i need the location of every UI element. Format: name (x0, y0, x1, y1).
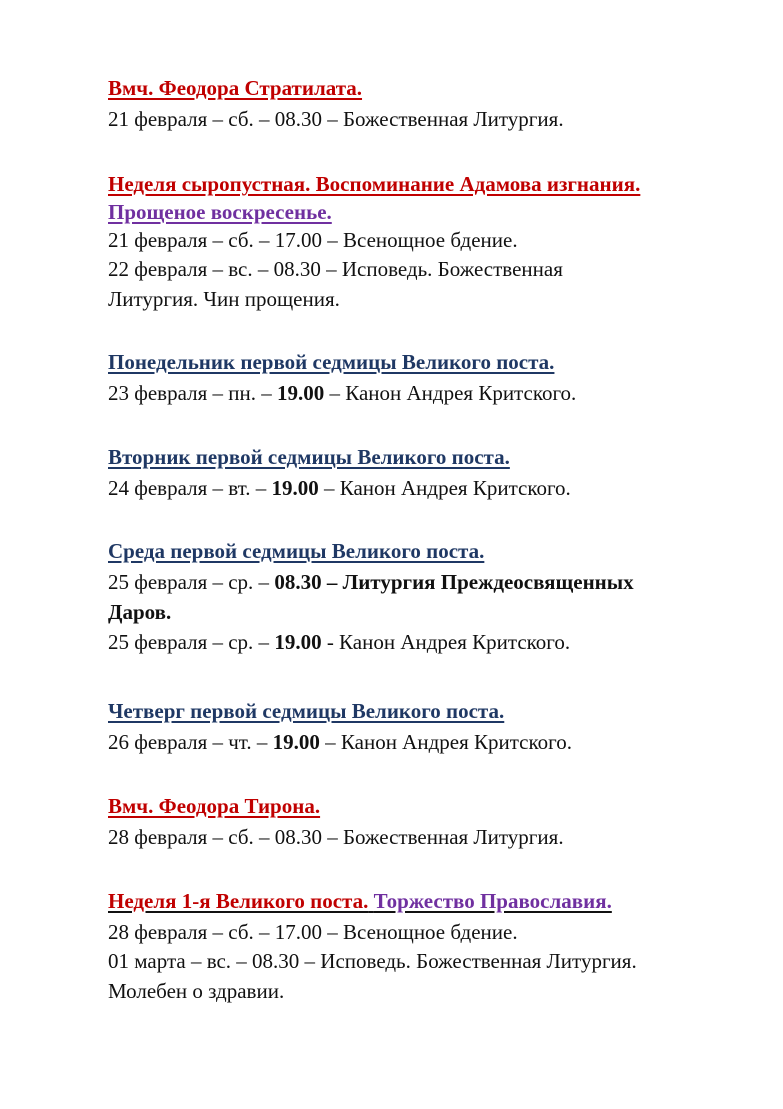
section-heading: Вторник первой седмицы Великого поста. (108, 445, 510, 469)
section-first-sunday-great-lent (108, 887, 637, 1007)
service-name: – Канон Андрея Критского. (319, 730, 572, 754)
service-line: 22 февраля – вс. – 08.30 – Исповедь. Божественная (108, 257, 563, 281)
service-time: 19.00 (276, 381, 325, 405)
service-date: 26 февраля – чт. – (108, 730, 273, 754)
service-time: 19.00 (272, 730, 320, 754)
service-line (108, 379, 576, 408)
section-tuesday-first-week (108, 443, 571, 503)
service-line (108, 568, 634, 597)
service-line: 28 февраля – сб. – 08.30 – Божественная Литургия. (108, 825, 564, 849)
service-date: 25 февраля – ср. – (108, 630, 275, 654)
service-date: 23 февраля – пн. – (108, 381, 277, 405)
service-line (108, 628, 634, 657)
section-heading-part: Неделя 1-я Великого поста. (108, 889, 369, 913)
section-heading: Понедельник первой седмицы Великого поста. (108, 350, 555, 374)
service-name: – Канон Андрея Критского. (324, 381, 577, 405)
service-name: - Канон Андрея Критского. (321, 630, 571, 654)
service-name: – Канон Андрея Критского. (318, 476, 571, 500)
section-feodor-tiron (108, 792, 564, 852)
service-line: 28 февраля – сб. – 17.00 – Всенощное бдение. (108, 920, 518, 944)
service-time: 19.00 (271, 476, 319, 500)
service-line-continuation (108, 597, 634, 628)
service-date: 25 февраля – ср. – (108, 570, 275, 594)
section-monday-first-week (108, 348, 576, 408)
service-time: 19.00 (274, 630, 322, 654)
service-date: 24 февраля – вт. – (108, 476, 272, 500)
section-heading (108, 887, 637, 915)
service-line-continuation: Литургия. Чин прощения. (108, 287, 340, 311)
section-cheesefare-sunday (108, 170, 640, 315)
section-heading: Четверг первой седмицы Великого поста. (108, 699, 505, 723)
section-heading: Вмч. Феодора Стратилата. (108, 76, 363, 100)
service-line: 21 февраля – сб. – 08.30 – Божественная Литургия. (108, 107, 564, 131)
section-thursday-first-week (108, 697, 572, 757)
service-bold-text: Даров. (108, 600, 172, 624)
service-line (108, 728, 572, 757)
service-line: 01 марта – вс. – 08.30 – Исповедь. Божественная Литургия. (108, 949, 637, 973)
service-bold-text: 08.30 – Литургия Преждеосвященных (274, 570, 634, 594)
section-wednesday-first-week (108, 537, 634, 657)
section-heading-part: Торжество Православия. (373, 889, 612, 913)
section-feodor-stratilat (108, 74, 564, 134)
service-line (108, 474, 571, 503)
section-heading: Неделя сыропустная. Воспоминание Адамова изгнания. (108, 172, 641, 196)
section-heading: Вмч. Феодора Тирона. (108, 794, 321, 818)
section-subheading: Прощеное воскресенье. (108, 200, 332, 224)
section-heading: Среда первой седмицы Великого поста. (108, 539, 485, 563)
service-line: 21 февраля – сб. – 17.00 – Всенощное бдение. (108, 228, 518, 252)
service-line-continuation: Молебен о здравии. (108, 979, 285, 1003)
